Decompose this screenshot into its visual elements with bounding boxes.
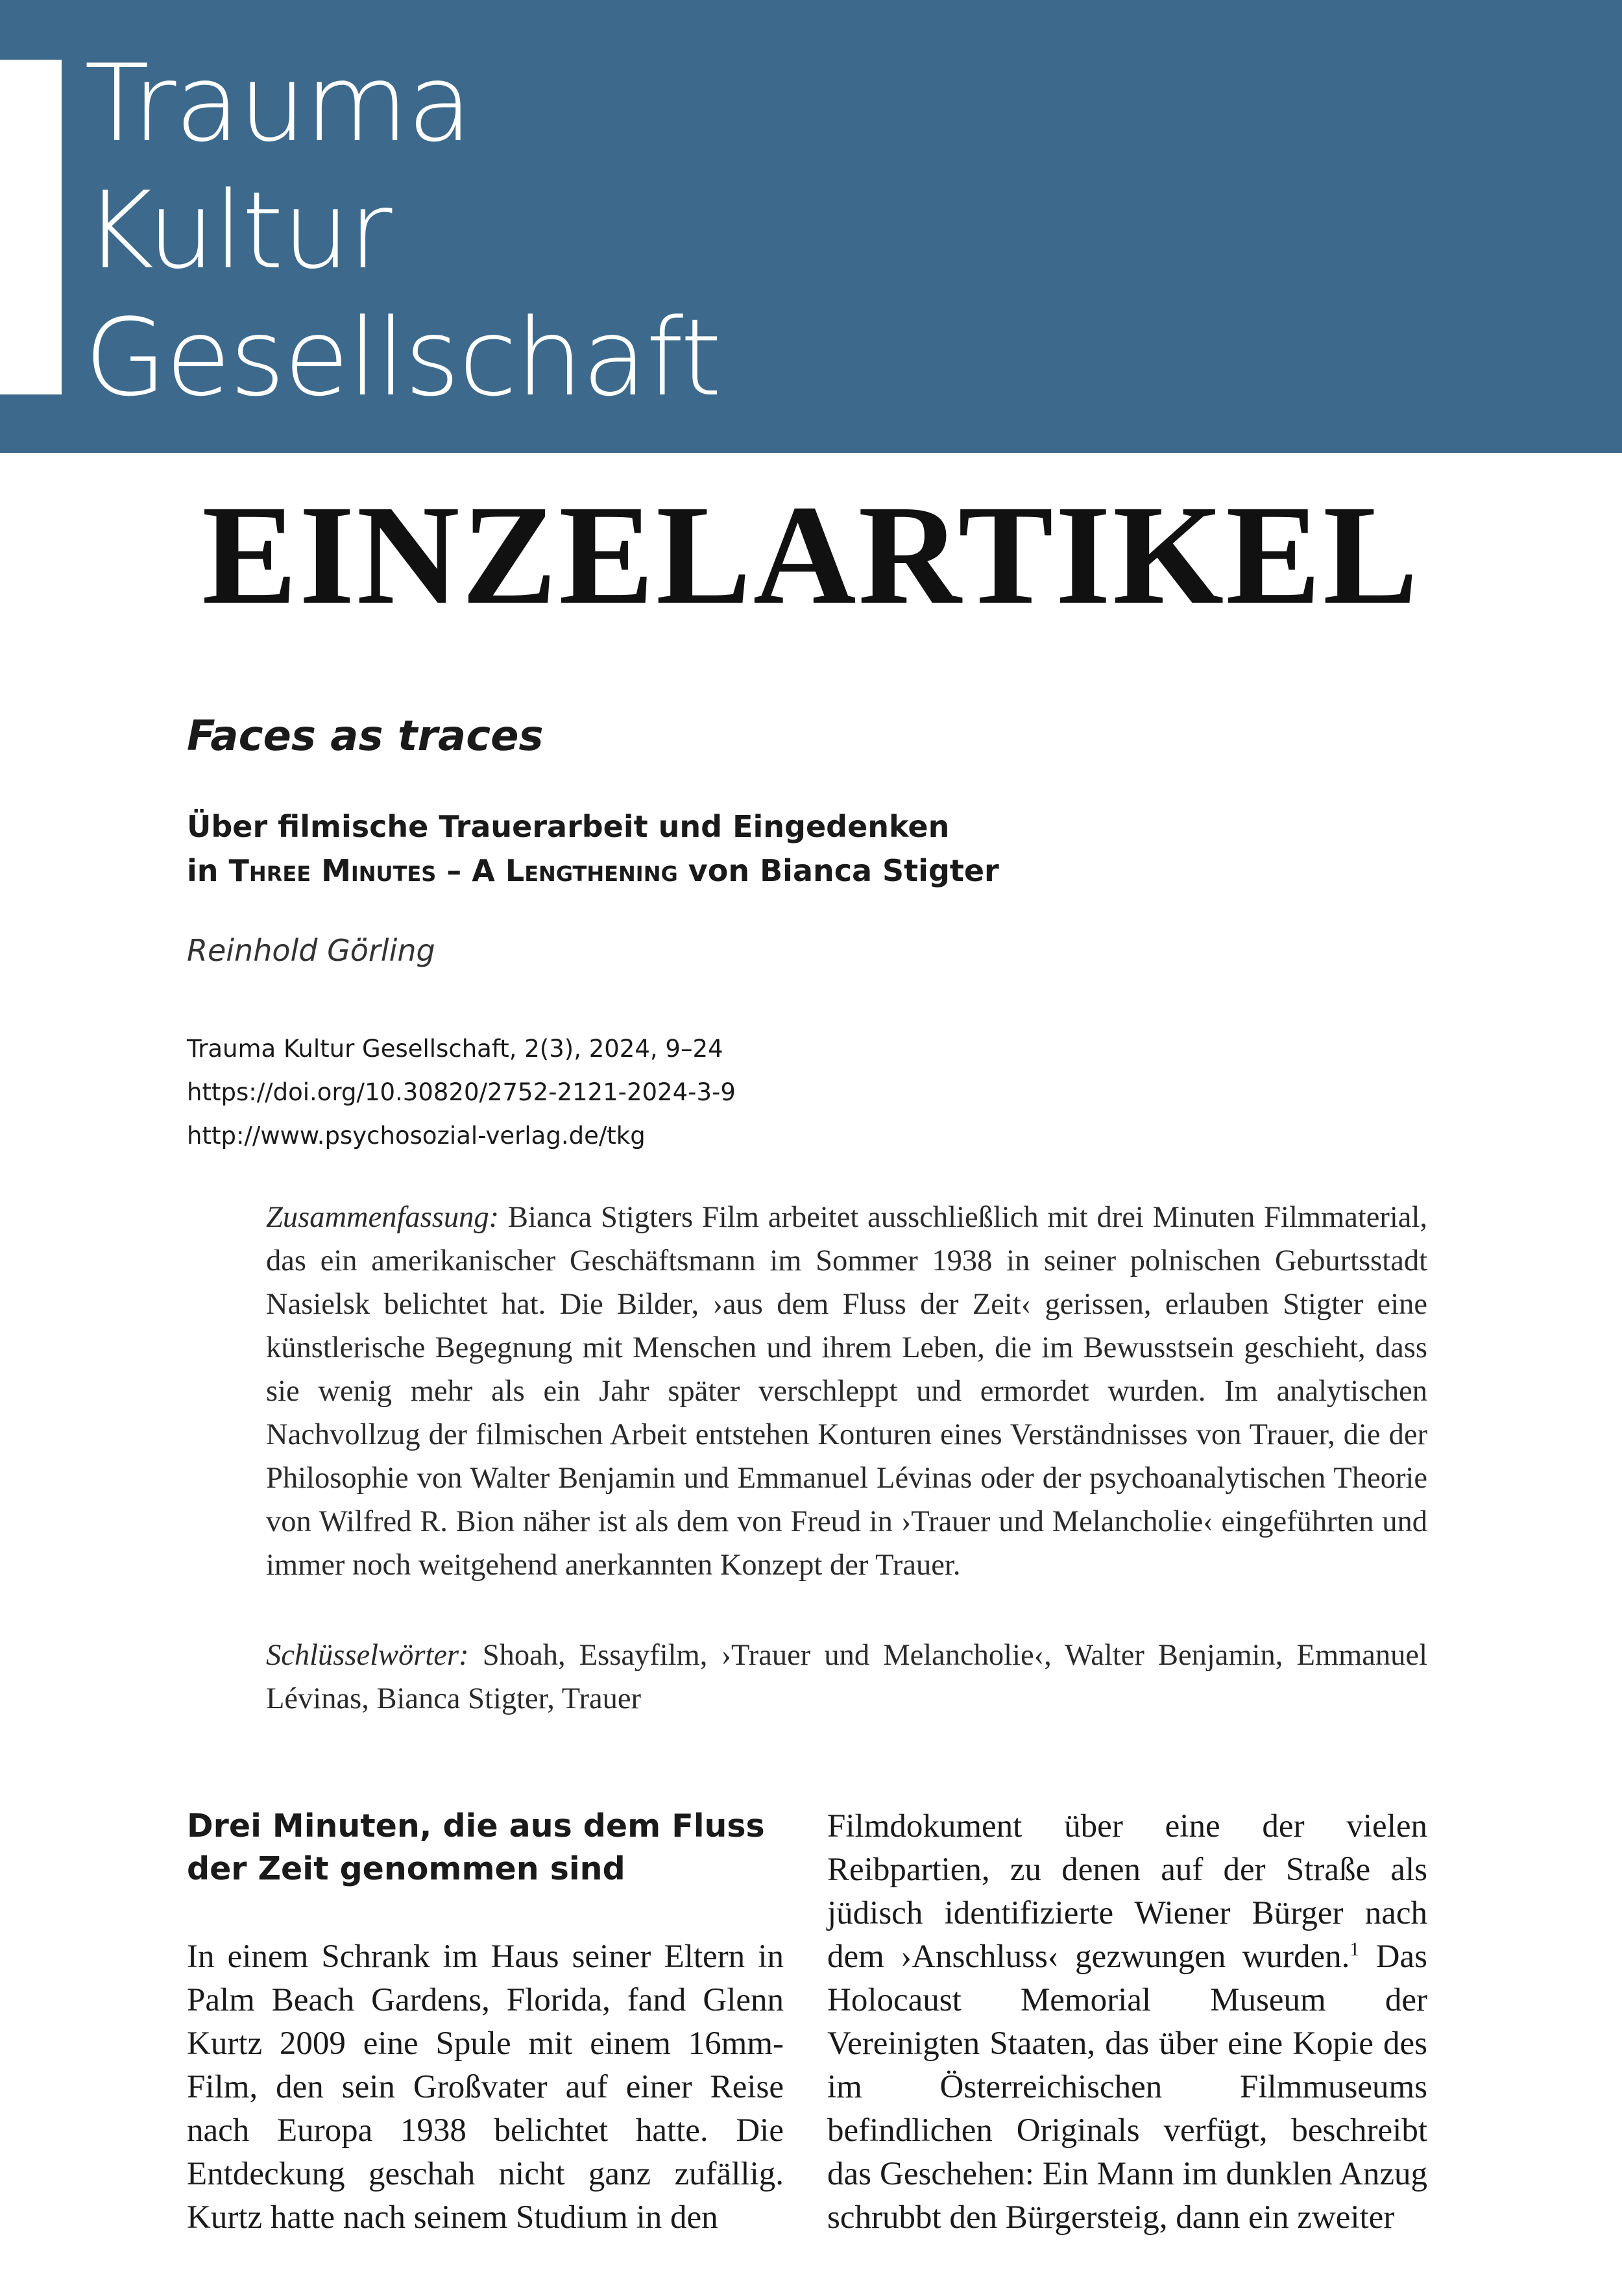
subtitle-line [187,849,999,893]
keywords-label: Schlüsselwörter: [266,1639,469,1672]
subtitle-suffix: von Bianca Stigter [677,853,999,888]
abstract-text: Bianca Stigters Film arbeitet ausschließlich mit drei Minuten Filmmaterial, das ein amerikanischer Geschäftsmann im Sommer 1938 in seiner polnischen Geburtsstadt Nasielsk belichtet hat. Die Bilder, ›aus dem Fluss der Zeit‹ gerissen, erlauben Stigter eine künstlerische Begegnung mit Menschen und ihrem Leben, die im Bewusstsein geschieht, dass sie wenig mehr als ein Jahr später verschleppt und ermordet wurden. Im analytischen Nachvollzug der filmischen Arbeit entstehen Konturen eines Verständnisses von Trauer, die der Philosophie von Walter Benjamin und Emmanuel Lévinas oder der psychoanalytischen Theorie von Wilfred R. Bion näher ist als dem von Freud in ›Trauer und Melancholie‹ eingeführten und immer noch weitgehend anerkannten Konzept der Trauer. [266,1201,1427,1582]
citation-text: Trauma Kultur Gesellschaft, 2(3), 2024, 9–24 [187,1035,723,1063]
journal-title-line: Kultur [84,169,391,293]
abstract-label: Zusammenfassung: [266,1201,500,1234]
keywords [266,1634,1427,1721]
footnote-marker[interactable]: 1 [1350,1939,1360,1960]
document-type-banner: EINZELARTIKEL [202,476,1420,634]
section-heading: Drei Minuten, die aus dem Fluss der Zeit genommen sind [187,1807,765,1887]
abstract [266,1196,1427,1587]
keywords-text: Shoah, Essayfilm, ›Trauer und Melancholie‹, Walter Benjamin, Emmanuel Lévinas, Bianca Stigter, Trauer [266,1639,1427,1715]
article-title: Faces as traces [187,712,544,760]
journal-title-line: Gesellschaft [84,296,721,420]
body-text: Das Holocaust Memorial Museum der Vereinigten Staaten, das über eine Kopie des im Österreichischen Filmmuseums befindlichen Originals verfügt, beschreibt das Geschehen: Ein Mann im dunklen Anzug schrubbt den Bürgersteig, dann ein zweiter [827,1939,1427,2236]
article-author: Reinhold Görling [187,933,435,968]
article-subtitle [187,804,999,893]
journal-title [84,40,721,422]
subtitle-prefix: in [187,853,229,888]
publisher-link[interactable]: http://www.psychosozial-verlag.de/tkg [187,1122,646,1150]
film-title: Three Minutes – A Lengthening [228,853,678,888]
body-text: Filmdokument über eine der vielen Reibpartien, zu denen auf der Straße als jüdisch identifizierte Wiener Bürger nach dem ›Anschluss‹ gezwungen wurden. [827,1808,1427,1975]
doi-link[interactable]: https://doi.org/10.30820/2752-2121-2024-3-9 [187,1078,736,1106]
journal-title-line: Trauma [84,42,472,165]
header-accent-bar [0,60,62,394]
citation-block [187,1027,736,1157]
journal-header [0,0,1622,453]
body-column-right [827,1805,1427,2240]
body-column-left: In einem Schrank im Haus seiner Eltern in Palm Beach Gardens, Florida, fand Glenn Kurtz 2009 eine Spule mit einem 16mm-Film, den sein Großvater auf einer Reise nach Europa 1938 belichtet hatte. Die Entdeckung geschah nicht ganz zufällig. Kurtz hatte nach seinem Studium in den [187,1939,784,2236]
subtitle-line: Über filmische Trauerarbeit und Eingedenken [187,809,950,844]
